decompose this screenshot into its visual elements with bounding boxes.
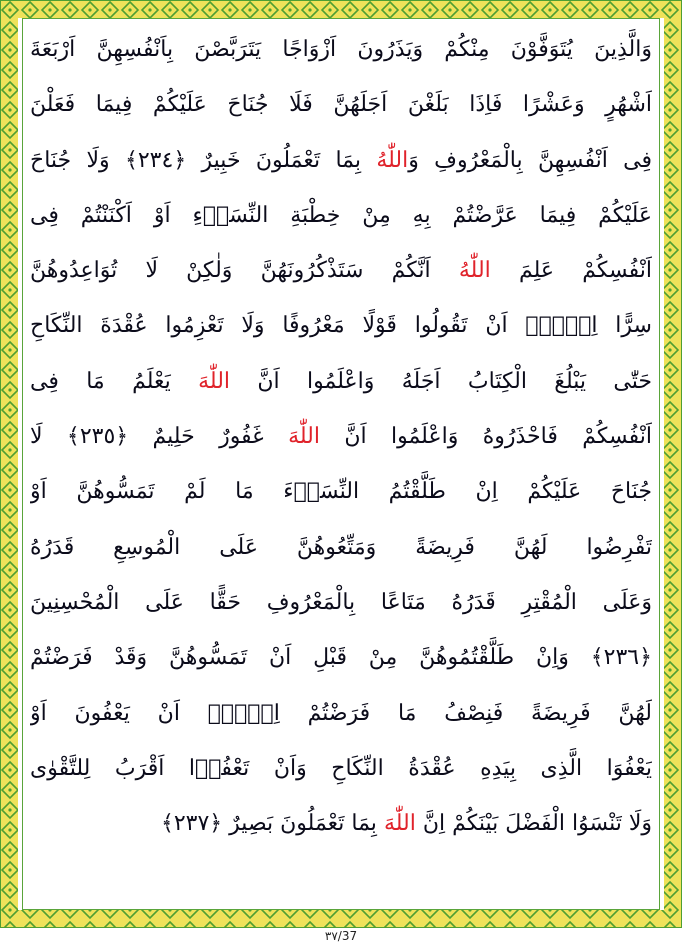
divine-name: اللّٰه xyxy=(288,424,320,450)
text-line: سِرًّا اِلَّاۤ اَنْ تَقُولُوا قَوْلًا مَعْرُوفًا وَلَا تَعْزِمُوا عُقْدَةَ النِّكَاحِ xyxy=(30,313,652,339)
divine-name: اللّٰه xyxy=(458,258,491,284)
text-line: جُنَاحَ عَلَيْكُمْ اِنْ طَلَّقْتُمُ النِّسَاۤءَ مَا لَمْ تَمَسُّوهُنَّ اَوْ xyxy=(30,479,652,505)
text-line: يَعْفُوَا الَّذِى بِيَدِهِ عُقْدَةُ النِّكَاحِ وَاَنْ تَعْفُوۤا اَقْرَبُ لِلتَّقْوٰى xyxy=(30,755,652,781)
text-line: وَالَّذِينَ يُتَوَفَّوْنَ مِنْكُمْ وَيَذَرُونَ اَزْوَاجًا يَتَرَبَّصْنَ بِاَنْفُسِهِنَّ اَرْبَعَةَ xyxy=(30,37,652,62)
text-line: اَنْفُسِكُمْ فَاحْذَرُوهُ وَاعْلَمُوا اَنَّ اللّٰهَ غَفُورٌ حَلِيمٌ ﴿٢٣٥﴾ لَا xyxy=(30,424,652,450)
text-line: تَفْرِضُوا لَهُنَّ فَرِيضَةً وَمَتِّعُوهُنَّ عَلَى الْمُوسِعِ قَدَرُهُ xyxy=(30,534,652,560)
page-number: ٣٧/37 xyxy=(324,929,358,943)
text-line: اَنْفُسِكُمْ عَلِمَ اللّٰهُ اَنَّكُمْ سَتَذْكُرُونَهُنَّ وَلٰكِنْ لَا تُوَاعِدُوهُنَّ xyxy=(30,258,652,284)
text-line: لَهُنَّ فَرِيضَةً فَنِصْفُ مَا فَرَضْتُمْ اِلَّاۤ اَنْ يَعْفُونَ اَوْ xyxy=(30,700,652,726)
text-line: فِى اَنْفُسِهِنَّ بِالْمَعْرُوفِ وَاللّٰهُ بِمَا تَعْمَلُونَ خَبِيرٌ ﴿٢٣٤﴾ وَلَا جُنَاحَ xyxy=(30,147,652,173)
text-line: وَلَا تَنْسَوُا الْفَضْلَ بَيْنَكُمْ اِنَّ اللّٰهَ بِمَا تَعْمَلُونَ بَصِيرٌ ﴿٢٣٧﴾ xyxy=(160,811,652,837)
text-line: اَشْهُرٍ وَعَشْرًا فَاِذَا بَلَغْنَ اَجَلَهُنَّ فَلَا جُنَاحَ عَلَيْكُمْ فِيمَا فَعَلْنَ xyxy=(30,92,652,118)
quran-text xyxy=(30,22,652,902)
divine-name: اللّٰه xyxy=(383,811,416,837)
text-line: وَعَلَى الْمُقْتِرِ قَدَرُهُ مَتَاعًا بِالْمَعْرُوفِ حَقًّا عَلَى الْمُحْسِنِينَ xyxy=(30,589,652,615)
divine-name: اللّٰه xyxy=(198,368,231,394)
divine-name: اللّٰه xyxy=(376,147,409,173)
text-line: عَلَيْكُمْ فِيمَا عَرَّضْتُمْ بِهِ مِنْ خِطْبَةِ النِّسَاۤءِ اَوْ اَكْنَنْتُمْ فِى xyxy=(30,202,652,228)
text-line: حَتّٰى يَبْلُغَ الْكِتَابُ اَجَلَهُ وَاعْلَمُوا اَنَّ اللّٰهَ يَعْلَمُ مَا فِى xyxy=(30,368,652,394)
text-line: ﴿٢٣٦﴾ وَاِنْ طَلَّقْتُمُوهُنَّ مِنْ قَبْلِ اَنْ تَمَسُّوهُنَّ وَقَدْ فَرَضْتُمْ xyxy=(30,645,652,671)
